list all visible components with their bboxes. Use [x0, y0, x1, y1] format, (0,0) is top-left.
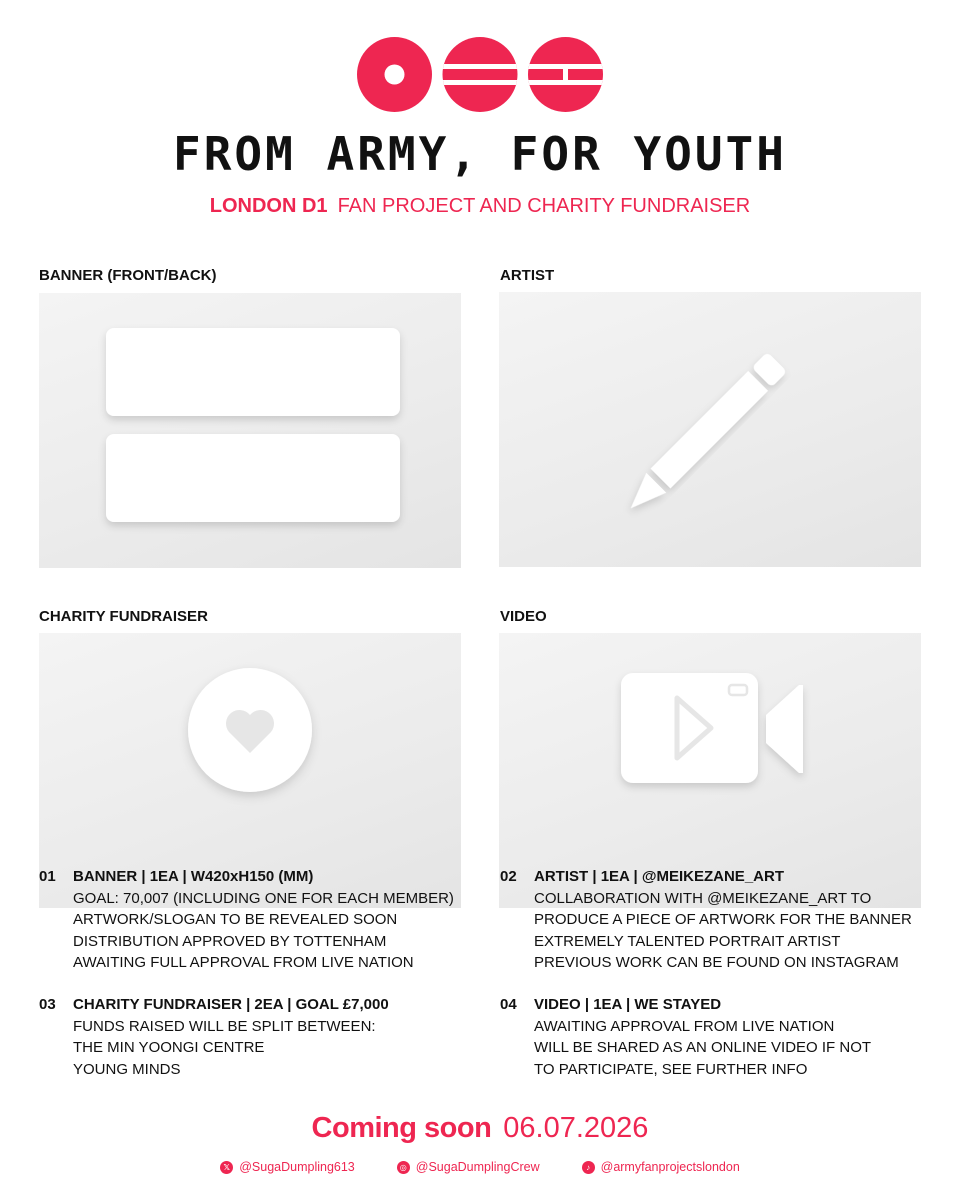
tiktok-icon: ♪: [582, 1161, 595, 1174]
detail-line: DISTRIBUTION APPROVED BY TOTTENHAM: [73, 932, 387, 950]
heart-icon: [39, 633, 461, 828]
detail-line: THE MIN YOONGI CENTRE: [73, 1039, 265, 1056]
banner-panel: [39, 293, 461, 568]
detail-banner: [39, 866, 454, 974]
section-label-banner: BANNER (FRONT/BACK): [39, 267, 217, 284]
detail-number: 02: [500, 868, 517, 885]
subtitle: [0, 194, 960, 218]
detail-heading: ARTIST | 1EA | @MEIKEZANE_ART: [534, 868, 784, 885]
social-x[interactable]: [220, 1160, 355, 1174]
section-label-charity: CHARITY FUNDRAISER: [39, 608, 208, 625]
social-handle: @SugaDumplingCrew: [415, 1160, 540, 1174]
social-links: [0, 1160, 960, 1174]
subtitle-event: LONDON D1: [209, 195, 328, 217]
detail-line: PRODUCE A PIECE OF ARTWORK FOR THE BANNER: [534, 911, 912, 928]
detail-line: EXTREMELY TALENTED PORTRAIT ARTIST: [534, 932, 841, 950]
detail-video: [500, 994, 871, 1080]
detail-heading: BANNER | 1EA | W420xH150 (MM): [73, 868, 314, 885]
social-tiktok[interactable]: [582, 1160, 740, 1174]
artist-panel: [499, 292, 921, 567]
detail-line: COLLABORATION WITH @MEIKEZANE_ART TO: [534, 889, 872, 907]
pencil-icon: [499, 292, 921, 567]
coming-soon-label: Coming soon: [311, 1112, 492, 1144]
detail-line: AWAITING FULL APPROVAL FROM LIVE NATION: [73, 954, 414, 971]
section-label-artist: ARTIST: [500, 267, 555, 284]
detail-number: 04: [500, 996, 517, 1013]
coming-soon-banner: [0, 1110, 960, 1146]
social-handle: @SugaDumpling613: [239, 1160, 355, 1174]
release-date: 06.07.2026: [503, 1112, 649, 1144]
subtitle-description: FAN PROJECT AND CHARITY FUNDRAISER: [337, 195, 751, 217]
detail-heading: CHARITY FUNDRAISER | 2EA | GOAL £7,000: [73, 996, 389, 1013]
social-handle: @armyfanprojectslondon: [600, 1160, 740, 1174]
detail-number: 03: [39, 996, 56, 1013]
detail-artist: [500, 866, 912, 974]
instagram-icon: ◎: [397, 1161, 410, 1174]
detail-line: WILL BE SHARED AS AN ONLINE VIDEO IF NOT: [534, 1039, 872, 1056]
detail-line: PREVIOUS WORK CAN BE FOUND ON INSTAGRAM: [534, 954, 899, 971]
logo: [357, 37, 603, 112]
detail-heading: VIDEO | 1EA | WE STAYED: [534, 996, 722, 1013]
detail-line: GOAL: 70,007 (INCLUDING ONE FOR EACH MEMBER): [73, 889, 454, 907]
detail-line: AWAITING APPROVAL FROM LIVE NATION: [534, 1017, 835, 1035]
section-label-video: VIDEO: [500, 608, 547, 625]
social-instagram[interactable]: [397, 1160, 540, 1174]
x-icon: 𝕏: [220, 1161, 233, 1174]
banner-icon: [39, 293, 461, 568]
video-camera-icon: [499, 633, 921, 828]
detail-number: 01: [39, 868, 56, 885]
detail-line: YOUNG MINDS: [73, 1060, 181, 1078]
detail-line: FUNDS RAISED WILL BE SPLIT BETWEEN:: [73, 1017, 376, 1035]
detail-line: TO PARTICIPATE, SEE FURTHER INFO: [534, 1060, 808, 1078]
detail-charity: [39, 994, 389, 1080]
detail-line: ARTWORK/SLOGAN TO BE REVEALED SOON: [73, 911, 398, 928]
page-title: FROM ARMY, FOR YOUTH: [173, 127, 787, 181]
